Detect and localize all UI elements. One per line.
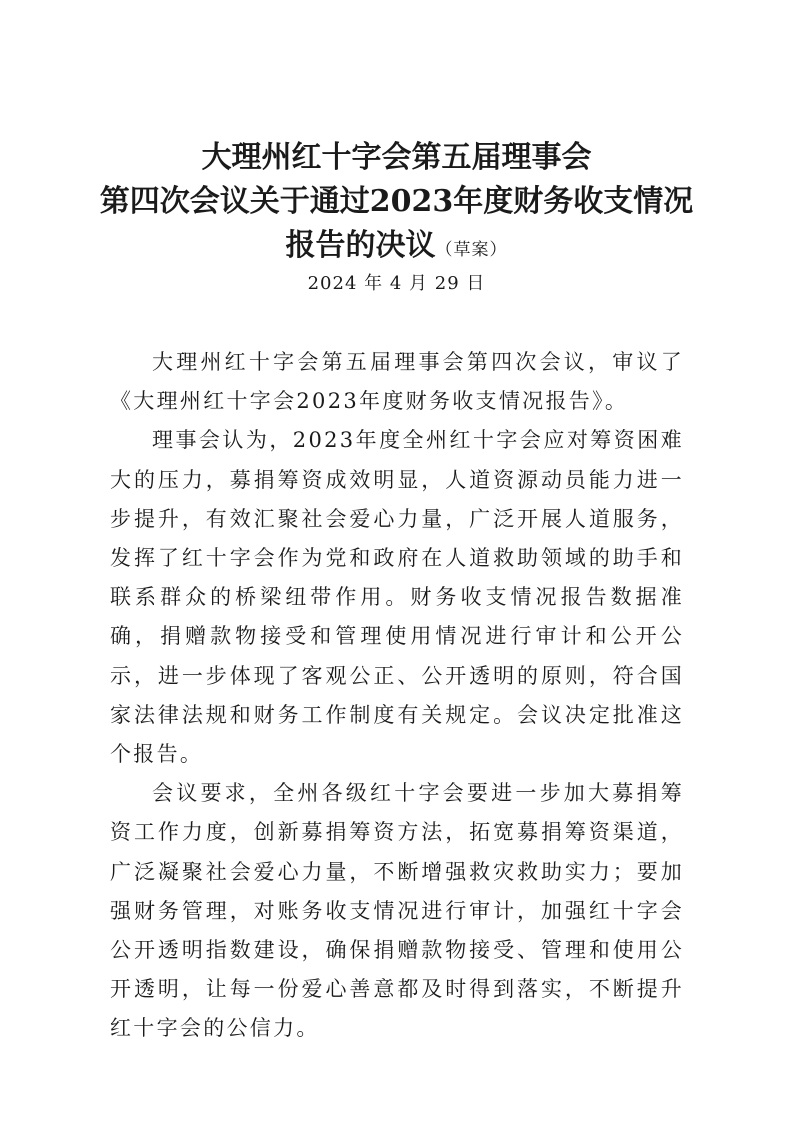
title-line-3 — [0, 224, 793, 272]
title-line-3-text: 报告的决议 — [285, 228, 436, 263]
draft-label: （草案） — [435, 240, 508, 260]
paragraph-3: 会议要求，全州各级红十字会要进一步加大募捐筹资工作力度，创新募捐筹资方法，拓宽募捐筹资渠道，广泛凝聚社会爱心力量，不断增强救灾救助实力；要加强财务管理，对账务收支情况进行审计，加强红十字会公开透明指数建设，确保捐赠款物接受、管理和使用公开透明，让每一份爱心善意都及时得到落实，不断提升红十字会的公信力。 — [110, 781, 684, 1041]
title-line-1: 大理州红十字会第五届理事会 — [201, 140, 592, 175]
paragraph-1: 大理州红十字会第五届理事会第四次会议，审议了《大理州红十字会2023年度财务收支情况报告》。 — [110, 350, 684, 414]
document-date: 2024 年 4 月 29 日 — [307, 273, 486, 294]
title-line-2: 第四次会议关于通过2023年度财务收支情况 — [99, 184, 694, 219]
document-body — [110, 343, 684, 1049]
paragraph-2: 理事会认为，2023年度全州红十字会应对筹资困难大的压力，募捐筹资成效明显，人道资源动员能力进一步提升，有效汇聚社会爱心力量，广泛开展人道服务，发挥了红十字会作为党和政府在人道救助领域的助手和联系群众的桥梁纽带作用。财务收支情况报告数据准确，捐赠款物接受和管理使用情况进行审计和公开公示，进一步体现了客观公正、公开透明的原则，符合国家法律法规和财务工作制度有关规定。会议决定批准这个报告。 — [110, 428, 684, 767]
